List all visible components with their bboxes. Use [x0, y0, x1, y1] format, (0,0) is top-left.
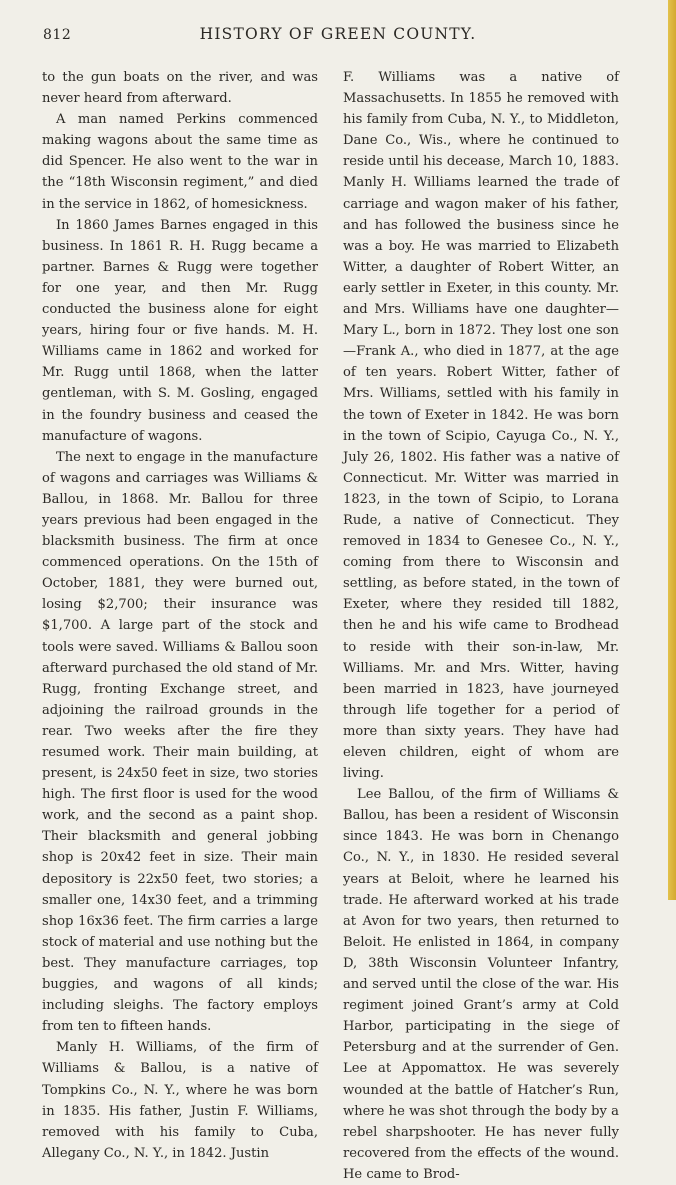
- left-column: [42, 67, 318, 1164]
- running-head: HISTORY OF GREEN COUNTY.: [199, 25, 477, 43]
- paragraph: Lee Ballou, of the firm of Williams & Ballou, has been a resident of Wisconsin since 1843. He was born in Chenango Co., N. Y., in 1830. He resided several years at Beloit, where he learned his trade. He afterward worked at his trade at Avon for two years, then returned to Beloit. He enlisted in 1864, in company D, 38th Wisconsin Volunteer Infantry, and served until the close of the war. His regiment joined Grant’s army at Cold Harbor, participating in the siege of Petersburg and at the surrender of Gen. Lee at Appomattox. He was severely wounded at the battle of Hatcher’s Run, where he was shot through the body by a rebel sharpshooter. He has never fully recovered from the effects of the wound. He came to Brod-: [343, 787, 619, 1182]
- page-number: 812: [43, 27, 72, 43]
- page-edge-strip: [668, 0, 676, 900]
- paragraph: In 1860 James Barnes engaged in this business. In 1861 R. H. Rugg became a partner. Barnes & Rugg were together for one year, and then Mr. Rugg conducted the business alone for eight years, hiring four or five hands. M. H. Williams came in 1862 and worked for Mr. Rugg until 1868, when the latter gentleman, with S. M. Gosling, engaged in the foundry business and ceased the manufacture of wagons.: [42, 217, 318, 444]
- paragraph: A man named Perkins commenced making wagons about the same time as did Spencer. He also went to the war in the “18th Wisconsin regiment,” and died in the service in 1862, of homesickness.: [42, 112, 318, 212]
- paragraph: to the gun boats on the river, and was never heard from afterward.: [42, 70, 318, 107]
- right-column: [343, 67, 619, 1185]
- paragraph: Manly H. Williams, of the firm of Williams & Ballou, is a native of Tompkins Co., N. Y., where he was born in 1835. His father, Justin F. Williams, removed with his family to Cuba, Allegany Co., N. Y., in 1842. Justin: [42, 1040, 318, 1161]
- paragraph: F. Williams was a native of Massachusetts. In 1855 he removed with his family from Cuba, N. Y., to Middleton, Dane Co., Wis., where he continued to reside until his decease, March 10, 1883. Manly H. Williams learned the trade of carriage and wagon maker of his father, and has followed the business since he was a boy. He was married to Elizabeth Witter, a daughter of Robert Witter, an early settler in Exeter, in this county. Mr. and Mrs. Williams have one daughter—Mary L., born in 1872. They lost one son—Frank A., who died in 1877, at the age of ten years. Robert Witter, father of Mrs. Williams, settled with his family in the town of Exeter in 1842. He was born in the town of Scipio, Cayuga Co., N. Y., July 26, 1802. His father was a native of Connecticut. Mr. Witter was married in 1823, in the town of Scipio, to Lorana Rude, a native of Connecticut. They removed in 1834 to Genesee Co., N. Y., coming from there to Wisconsin and settling, as before stated, in the town of Exeter, where they resided till 1882, then he and his wife came to Brodhead to reside with their son-in-law, Mr. Williams. Mr. and Mrs. Witter, having been married in 1823, have journeyed through life together for a period of more than sixty years. They have had eleven children, eight of whom are living.: [343, 70, 619, 782]
- paragraph: The next to engage in the manufacture of wagons and carriages was Williams & Ballou, in 1868. Mr. Ballou for three years previous had been engaged in the blacksmith business. The firm at once commenced operations. On the 15th of October, 1881, they were burned out, losing $2,700; their insurance was $1,700. A large part of the stock and tools were saved. Williams & Ballou soon afterward purchased the old stand of Mr. Rugg, fronting Exchange street, and adjoining the railroad grounds in the rear. Two weeks after the fire they resumed work. Their main building, at present, is 24x50 feet in size, two stories high. The first floor is used for the wood work, and the second as a paint shop. Their blacksmith and general jobbing shop is 20x42 feet in size. Their main depository is 22x50 feet, two stories; a smaller one, 14x30 feet, and a trimming shop 16x36 feet. The firm carries a large stock of material and use nothing but the best. They manufacture carriages, top buggies, and wagons of all kinds; including sleighs. The factory employs from ten to fifteen hands.: [42, 449, 318, 1035]
